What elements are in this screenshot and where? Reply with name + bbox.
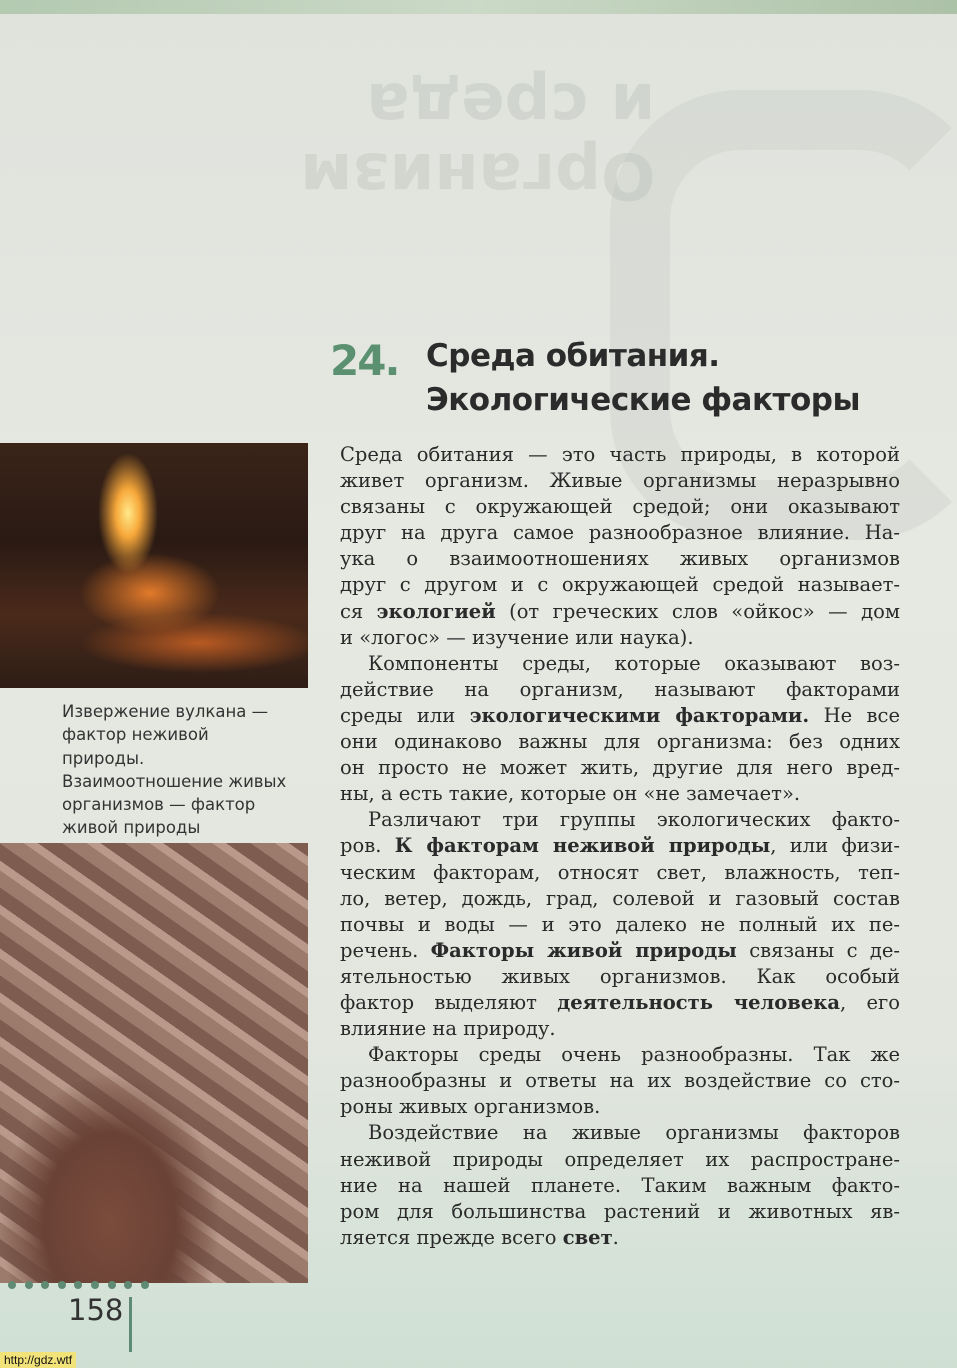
section-title-line-2: Экологические факторы [426,382,860,418]
paragraph [340,807,900,1042]
text-segment: неживой природы определяет их распростране- [340,1147,900,1171]
dot-icon [8,1281,16,1289]
dot-icon [141,1281,149,1289]
text-segment: Не все [809,703,901,727]
text-segment: ром для большинства растений и животных яв- [340,1199,900,1223]
paragraph [340,651,900,808]
text-line [340,468,900,494]
text-line [340,1016,900,1042]
text-line [340,677,900,703]
text-line [340,703,900,729]
text-segment: живет организм. Живые организмы неразрывно [340,469,900,493]
text-segment: друг с другом и с окружающей средой называет- [340,573,900,597]
caption-line: живой природы [62,818,201,838]
text-segment: роны живых организмов. [340,1095,601,1119]
text-segment: среды или [340,703,470,727]
text-segment: ука о взаимоотношениях живых организмов [340,547,900,571]
text-line [340,442,900,468]
text-line [340,1120,900,1146]
text-segment: связаны с окружающей средой; они оказывают [340,495,900,519]
dot-icon [91,1281,99,1289]
dot-icon [41,1281,49,1289]
paragraph [340,1042,900,1120]
text-segment: он просто не может жить, другие для него вред- [340,756,900,780]
text-line [340,651,900,677]
text-line [340,912,900,938]
bold-term: деятельность человека [557,990,840,1014]
text-line [340,807,900,833]
text-segment: влияние на природу. [340,1017,556,1041]
page-number: 158 [68,1293,124,1327]
text-line [340,1068,900,1094]
dot-icon [124,1281,132,1289]
text-line [340,599,900,625]
bold-term: свет [562,1225,613,1249]
paragraph [340,442,900,651]
text-line [340,1147,900,1173]
text-segment: ческим факторам, относят свет, влажность, теп- [340,860,900,884]
photo-caption [62,700,286,840]
text-segment: ляется прежде всего [340,1225,563,1249]
text-line [340,781,900,807]
caption-line: Извержение вулкана — [62,702,269,721]
bold-term: Факторы живой природы [430,938,737,962]
text-segment: действие на организм, называют факторами [340,677,900,701]
text-segment: связаны с де- [736,938,901,962]
text-segment: почвы и воды — и это далеко не полный их пе- [340,912,900,936]
text-segment: Различают три группы экологических факто- [368,808,900,832]
text-line [340,833,900,859]
volcano-eruption-photo [0,443,308,688]
text-line [340,1225,900,1251]
text-line [340,1199,900,1225]
text-segment: , его [839,990,900,1014]
text-segment: (от греческих слов «ойкос» — дом [495,599,900,623]
text-line [340,546,900,572]
section-title-line-1: Среда обитания. [426,338,720,374]
text-segment: и «логос» — изучение или наука). [340,625,694,649]
section-number: 24. [330,336,399,385]
text-segment: Факторы среды очень разнообразны. Так же [368,1043,900,1067]
dot-icon [74,1281,82,1289]
text-line [340,729,900,755]
text-segment: ся [340,599,377,623]
text-segment: фактор выделяют [340,990,558,1014]
text-line [340,1094,900,1120]
text-line [340,572,900,598]
bold-term: экологией [376,599,496,623]
decorative-dots [8,1281,149,1289]
bold-term: К факторам неживой природы [394,834,771,858]
dot-icon [108,1281,116,1289]
text-line [340,990,900,1016]
text-line [340,964,900,990]
text-segment: они одинаково важны для организма: без одних [340,730,900,754]
background-watermark: Организм и среда [300,68,656,212]
text-segment: разнообразны и ответы на их воздействие со сто- [340,1069,900,1093]
text-segment: ние на нашей планете. Таким важным факто- [340,1173,900,1197]
walrus-colony-photo [0,843,308,1283]
text-segment: , или физи- [770,834,900,858]
top-color-band [0,0,957,14]
bold-term: экологическими факторами. [469,703,810,727]
caption-line: фактор неживой [62,725,209,745]
body-text [340,442,900,1251]
text-segment: ров. [340,834,395,858]
text-line [340,1173,900,1199]
source-url[interactable]: http://gdz.wtf [0,1352,76,1368]
text-segment: друг на друга самое разнообразное влияние. На- [340,521,900,545]
caption-line: организмов — фактор [62,795,256,815]
text-segment: ятельностью живых организмов. Как особый [340,964,900,988]
text-line [340,520,900,546]
text-line [340,938,900,964]
text-segment: Компоненты среды, которые оказывают воз- [368,651,900,675]
paragraph [340,1120,900,1250]
dot-icon [58,1281,66,1289]
text-segment: Среда обитания — это часть природы, в которой [340,443,900,466]
text-line [340,1042,900,1068]
text-line [340,494,900,520]
text-segment: речень. [340,938,431,962]
text-segment: Воздействие на живые организмы факторов [368,1121,900,1145]
text-segment: . [612,1225,619,1249]
caption-line: природы. [62,748,145,768]
text-segment: ло, ветер, дождь, град, солевой и газовый состав [340,886,900,910]
text-line [340,625,900,651]
text-line [340,886,900,912]
dot-icon [25,1281,33,1289]
text-line [340,755,900,781]
text-segment: ны, а есть такие, которые он «не замечает». [340,782,801,806]
page-number-bar [129,1297,132,1352]
caption-line: Взаимоотношение живых [62,771,287,791]
text-line [340,860,900,886]
